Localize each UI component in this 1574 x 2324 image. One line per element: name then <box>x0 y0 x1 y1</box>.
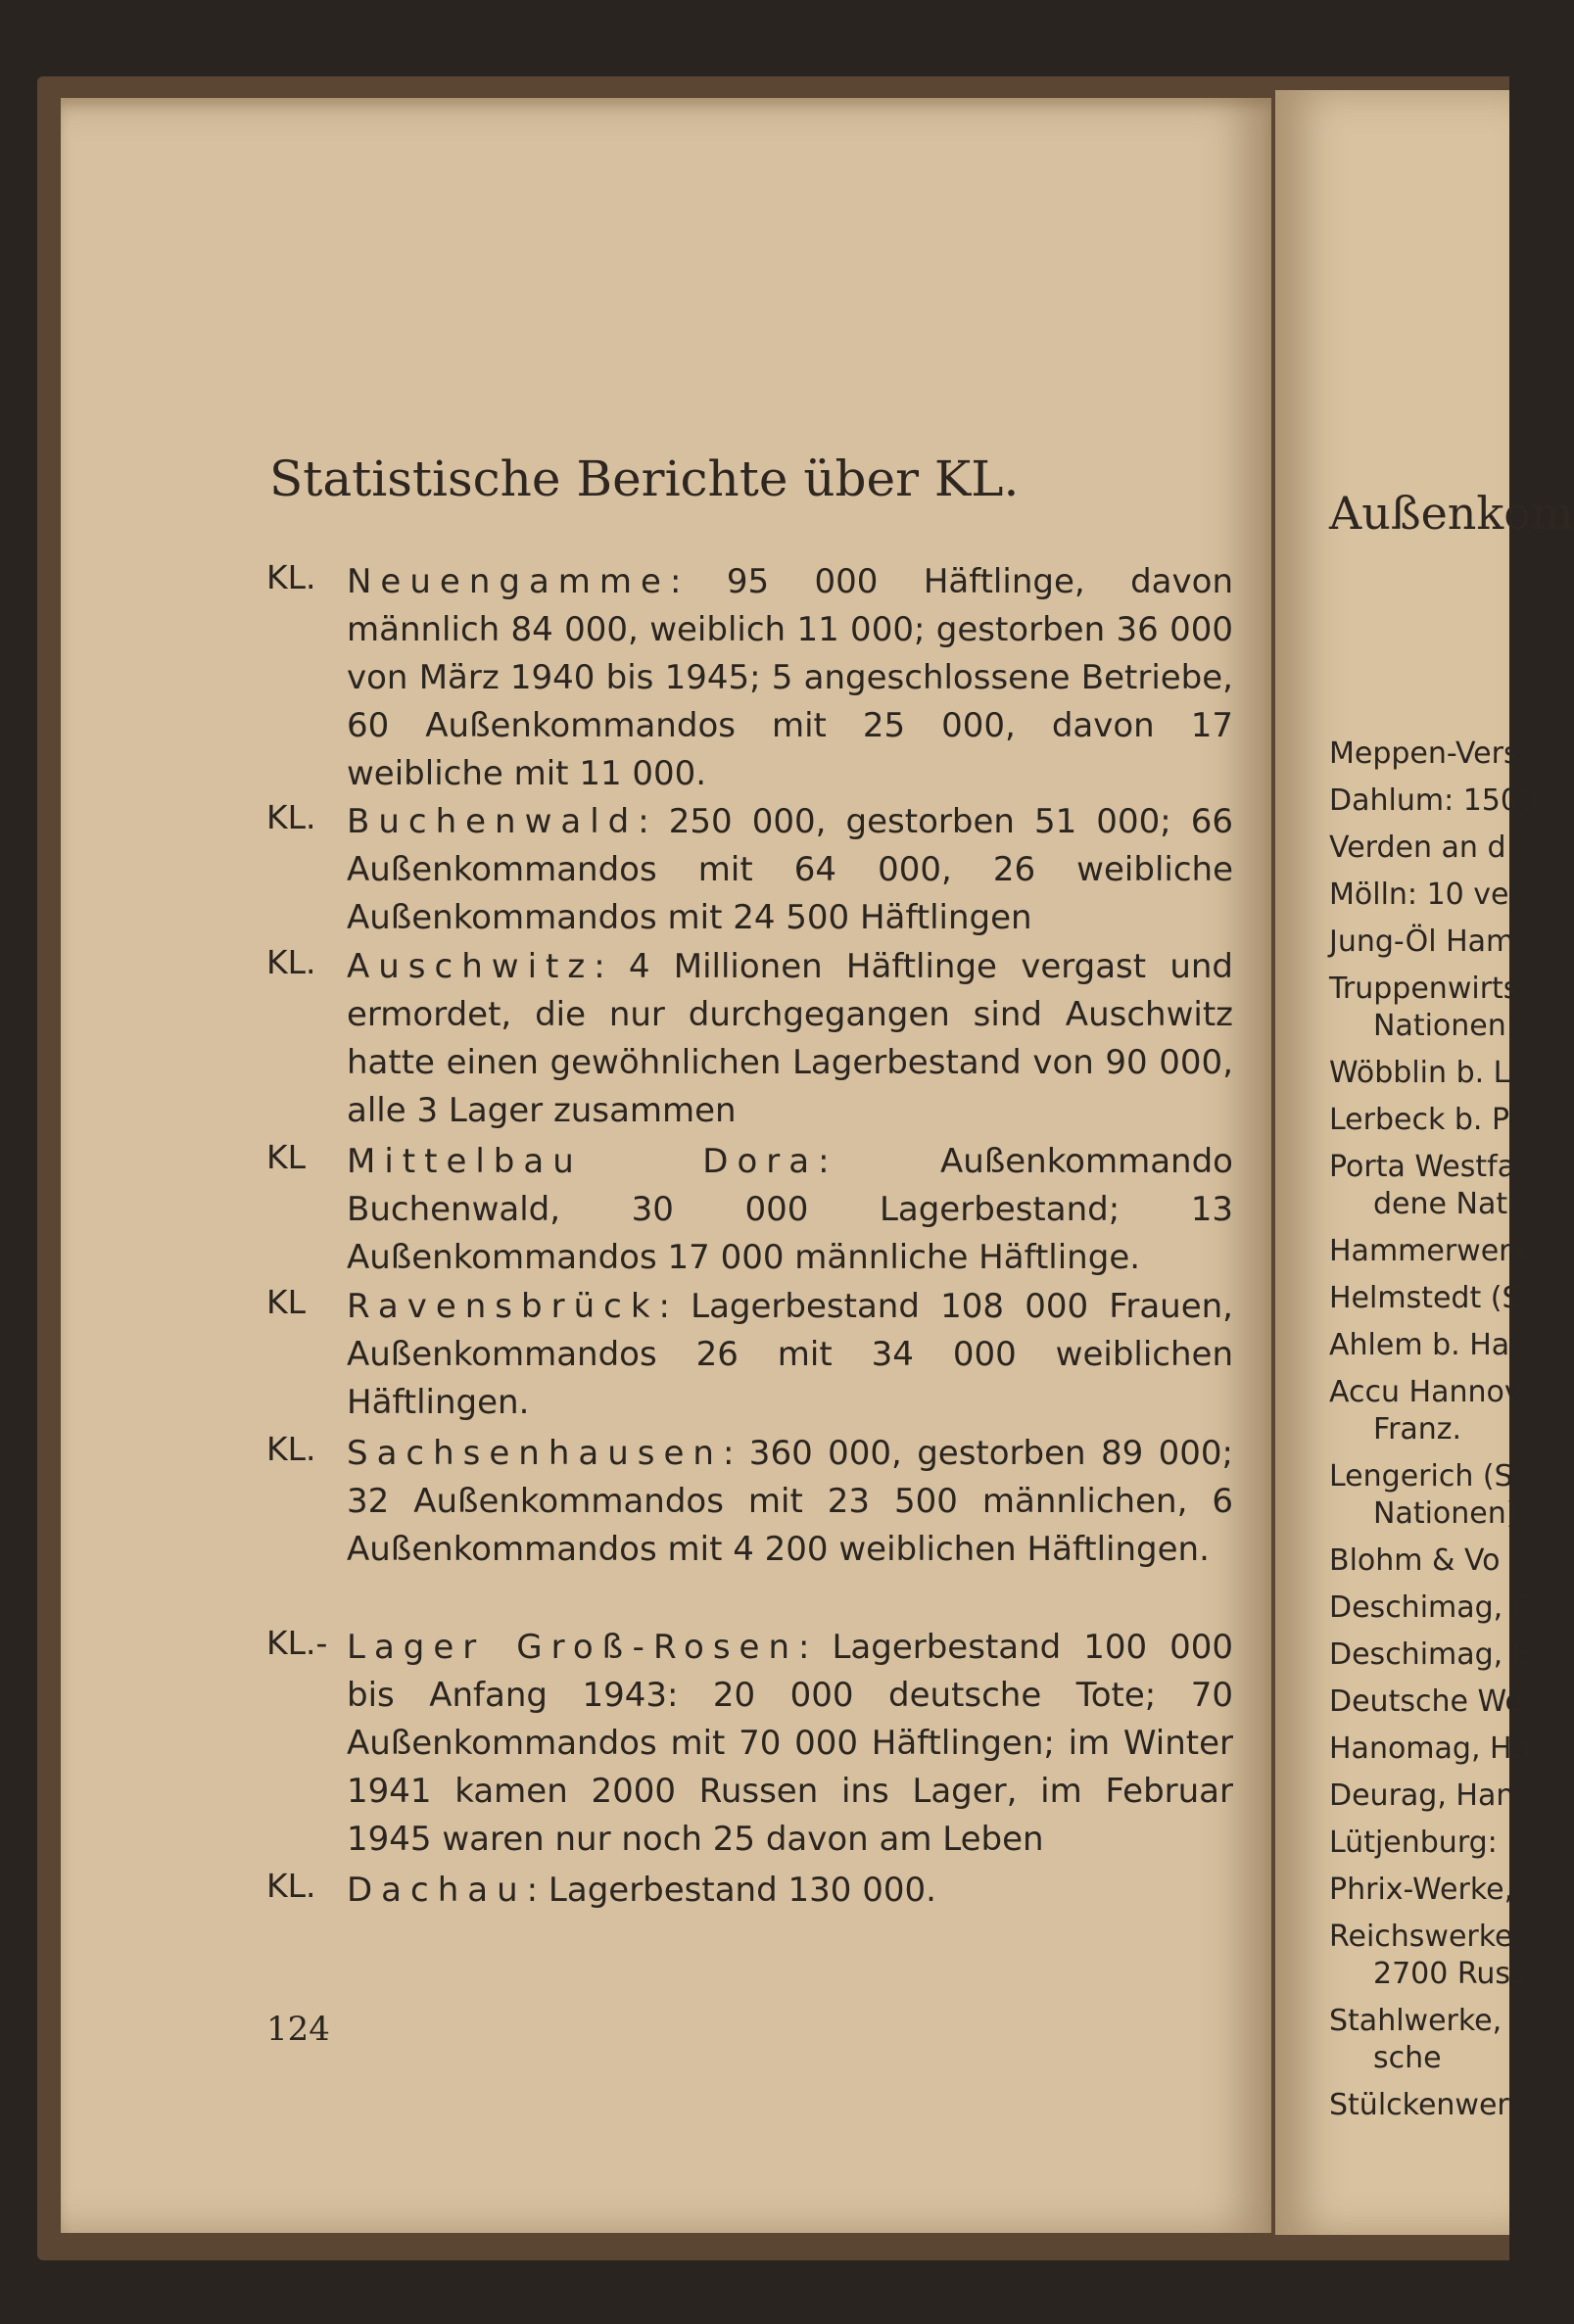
right-line: Stahlwerke, <box>1329 2004 1502 2038</box>
camp-name: Lager Groß-Rosen <box>347 1628 799 1667</box>
right-line: Verden an d <box>1329 830 1506 865</box>
right-line: Porta Westfa <box>1329 1150 1516 1184</box>
right-line: Deurag, Han <box>1329 1779 1515 1813</box>
right-line: Accu Hannov <box>1329 1375 1522 1409</box>
entry-text: : 4 Millionen Häftlinge vergast und ermordet, die nur durchgegangen sind Auschwitz hatte einen gewöhnlichen Lagerbestand von 90 000, alle 3 Lager zusammen <box>347 947 1233 1130</box>
camp-name: Ravensbrück <box>347 1287 659 1326</box>
right-line: Nationen) <box>1373 1496 1518 1531</box>
entry-label: KL.- <box>266 1624 328 1662</box>
camp-name: Auschwitz <box>347 947 595 986</box>
entry-text: : Außenkommando Buchenwald, 30 000 Lagerbestand; 13 Außenkommandos 17 000 männliche Häftlinge. <box>347 1142 1233 1277</box>
right-line: Deschimag, E <box>1329 1637 1531 1672</box>
right-line: sche <box>1373 2041 1442 2075</box>
entry-label: KL. <box>266 1867 316 1905</box>
right-page <box>1275 90 1574 2235</box>
camp-name: Sachsenhausen <box>347 1434 723 1473</box>
entry-text: : 95 000 Häftlinge, davon männlich 84 000, weiblich 11 000; gestorben 36 000 von März 1940 bis 1945; 5 angeschlossene Betriebe, 60 Außenkommandos mit 25 000, davon 17 weibliche mit 11 000. <box>347 562 1233 793</box>
entry-label: KL <box>266 1138 307 1176</box>
right-line: Mölln: 10 ve <box>1329 877 1509 912</box>
right-line: Blohm & Vo <box>1329 1543 1501 1578</box>
entry-label: KL <box>266 1283 307 1321</box>
entry-label: KL. <box>266 1430 316 1468</box>
page-heading: Statistische Berichte über KL. <box>269 451 1020 507</box>
right-line: Lütjenburg: <box>1329 1826 1498 1860</box>
right-line: Deschimag, E <box>1329 1590 1531 1625</box>
right-line: Wöbblin b. L <box>1329 1056 1510 1090</box>
right-line: Lerbeck b. P <box>1329 1103 1510 1137</box>
camp-name: Dachau <box>347 1871 527 1910</box>
entry-text: : Lagerbestand 100 000 bis Anfang 1943: 20 000 deutsche Tote; 70 Außenkommandos mit 70 000 Häftlingen; im Winter 1941 kamen 2000 Russen ins Lager, im Februar 1945 waren nur noch 25 davon am Leben <box>347 1628 1234 1859</box>
right-line: Ahlem b. Ha <box>1329 1328 1510 1362</box>
page-number: 124 <box>266 2010 330 2049</box>
right-line: dene Nati <box>1373 1187 1516 1221</box>
right-line: Deutsche We <box>1329 1684 1523 1719</box>
entry-text: : Lagerbestand 130 000. <box>526 1871 936 1910</box>
right-line: Hammerwerk <box>1329 1234 1528 1268</box>
right-line: Nationen <box>1373 1009 1506 1043</box>
right-line: Helmstedt (S <box>1329 1281 1521 1315</box>
right-line: Phrix-Werke, <box>1329 1873 1514 1907</box>
camp-name: Buchenwald <box>347 802 639 841</box>
entry-text: : Lagerbestand 108 000 Frauen, Außenkommandos 26 mit 34 000 weiblichen Häftlingen. <box>347 1287 1233 1422</box>
right-line: Truppenwirts <box>1329 972 1519 1006</box>
entry-text: : 250 000, gestorben 51 000; 66 Außenkommandos mit 64 000, 26 weibliche Außenkommandos mit 24 500 Häftlingen <box>347 802 1233 937</box>
camp-name: Neuengamme <box>347 562 670 601</box>
entry-label: KL. <box>266 798 316 836</box>
camp-name: Mittelbau Dora <box>347 1142 819 1181</box>
right-line: Franz. <box>1373 1412 1462 1447</box>
right-line: Lengerich (S <box>1329 1459 1513 1494</box>
entry-text: : 360 000, gestorben 89 000; 32 Außenkommandos mit 23 500 männlichen, 6 Außenkommandos mit 4 200 weiblichen Häftlingen. <box>347 1434 1233 1569</box>
right-line: Meppen-Vers <box>1329 736 1519 771</box>
entry-label: KL. <box>266 558 316 596</box>
right-line: Hanomag, Ha <box>1329 1731 1530 1766</box>
right-line: 2700 Russ <box>1373 1957 1526 1991</box>
right-line: Dahlum: 1500 <box>1329 783 1539 818</box>
right-line: Reichswerke <box>1329 1920 1513 1954</box>
entry-label: KL. <box>266 943 316 981</box>
right-line: Stülckenwer <box>1329 2088 1509 2122</box>
right-line: Jung-Öl Ham <box>1329 925 1515 959</box>
right-page-heading: Außenkom <box>1329 487 1574 540</box>
